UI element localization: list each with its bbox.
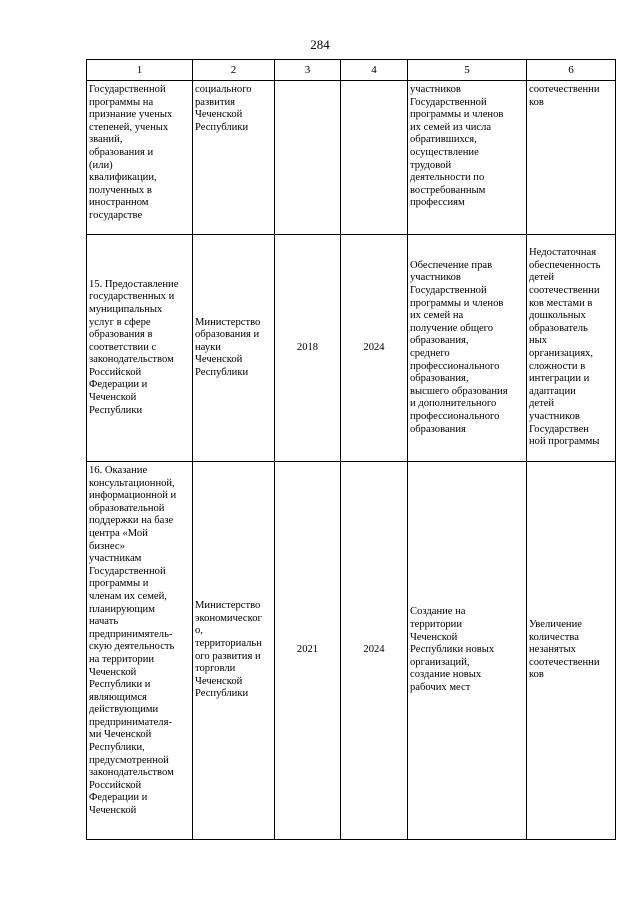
start-year-cell: 2021 [275, 462, 341, 840]
column-header: 3 [275, 60, 341, 81]
start-year-cell: 2018 [275, 235, 341, 462]
measure-name-cell: 16. Оказание консультационной, информационной и образовательной поддержки на базе центра «Мой бизнес» участникам Государственной программы и членам их семей, планирующим начать предпринимятель- скую деятельность на территории Чеченской Республики и являющимся действующими предпринимателя- ми Чеченской Республики, предусмотренной законодательством Российской Федерации и Чеченской [87, 462, 193, 840]
problem-cell: соотечественни ков [527, 81, 616, 235]
expected-result-cell: Обеспечение прав участников Государственной программы и членов их семей на получение общего образования, среднего профессионального образования, высшего образования и дополнительного профессионального образования [408, 235, 527, 462]
expected-result-cell: Создание на территории Чеченской Республики новых организаций, создание новых рабочих мест [408, 462, 527, 840]
measures-table [86, 59, 616, 840]
table-header-row [87, 60, 616, 81]
end-year-cell: 2024 [341, 462, 408, 840]
page-number: 284 [310, 37, 330, 52]
column-header: 1 [87, 60, 193, 81]
table-row [87, 462, 616, 840]
executor-cell: Министерство экономическог о, территориальн ого развития и торговли Чеченской Республики [193, 462, 275, 840]
start-year-cell [275, 81, 341, 235]
end-year-cell [341, 81, 408, 235]
table-row [87, 235, 616, 462]
measure-name-cell: 15. Предоставление государственных и муниципальных услуг в сфере образования в соответствии с законодательством Российской Федерации и Чеченской Республики [87, 235, 193, 462]
problem-cell: Увеличение количества незанятых соотечественни ков [527, 462, 616, 840]
column-header: 4 [341, 60, 408, 81]
measure-name-cell: Государственной программы на признание ученых степеней, ученых званий, образования и (или) квалификации, полученных в иностранном государстве [87, 81, 193, 235]
column-header: 5 [408, 60, 527, 81]
column-header: 6 [527, 60, 616, 81]
problem-cell: Недостаточная обеспеченность детей соотечественни ков местами в дошкольных образователь ных организациях, сложности в интеграции и адаптации детей участников Государствен ной программы [527, 235, 616, 462]
column-header: 2 [193, 60, 275, 81]
executor-cell: Министерство образования и науки Чеченской Республики [193, 235, 275, 462]
table-row [87, 81, 616, 235]
executor-cell: социального развития Чеченской Республики [193, 81, 275, 235]
expected-result-cell: участников Государственной программы и членов их семей из числа обратившихся, осуществление трудовой деятельности по востребованным профессиям [408, 81, 527, 235]
end-year-cell: 2024 [341, 235, 408, 462]
